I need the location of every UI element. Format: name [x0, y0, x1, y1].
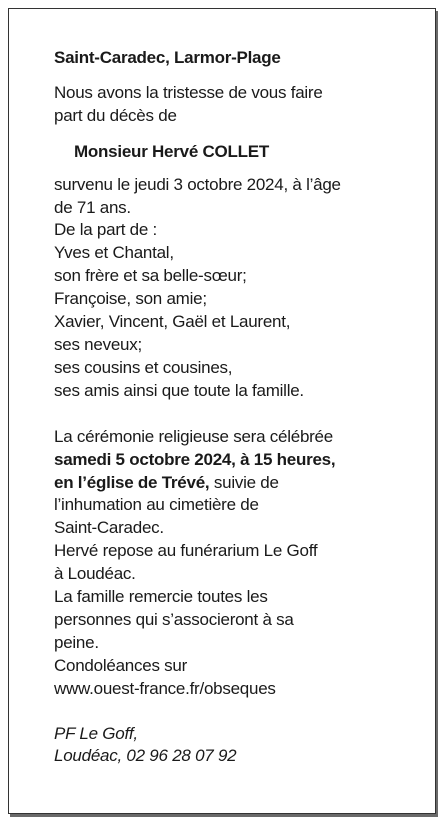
ceremony-line: à Loudéac. — [54, 564, 136, 584]
ceremony-place-line — [54, 472, 426, 495]
body-line: Yves et Chantal, — [54, 243, 174, 263]
condolences-url: www.ouest-france.fr/obseques — [54, 678, 276, 698]
body-line: ses cousins et cousines, — [54, 357, 233, 377]
signature-line: Loudéac, 02 96 28 07 92 — [54, 746, 237, 766]
ceremony-date: samedi 5 octobre 2024, à 15 heures, — [54, 449, 336, 469]
ceremony-line: Condoléances sur — [54, 655, 188, 675]
signature-line: PF Le Goff, — [54, 723, 138, 743]
body-line: de 71 ans. — [54, 197, 131, 217]
ceremony-line: l’inhumation au cimetière de — [54, 495, 259, 515]
body-line: Françoise, son amie; — [54, 289, 207, 309]
paragraph-gap — [54, 403, 426, 426]
notice-heading: Saint-Caradec, Larmor-Plage — [54, 48, 281, 67]
body-line: son frère et sa belle-sœur; — [54, 266, 247, 286]
ceremony-line: peine. — [54, 632, 99, 652]
ceremony-line: La cérémonie religieuse sera célébrée — [54, 426, 333, 446]
ceremony-place: en l’église de Trévé, — [54, 472, 210, 492]
ceremony-place-rest: suivie de — [209, 472, 279, 492]
ceremony-line: La famille remercie toutes les — [54, 587, 268, 607]
deceased-name: Monsieur Hervé COLLET — [74, 141, 270, 161]
ceremony-line: Hervé repose au funérarium Le Goff — [54, 541, 318, 561]
ceremony-line: Saint-Caradec. — [54, 518, 164, 538]
ceremony-line: personnes qui s’associeront à sa — [54, 609, 294, 629]
notice-content — [54, 47, 426, 768]
body-line: survenu le jeudi 3 octobre 2024, à l’âge — [54, 174, 341, 194]
obituary-notice — [8, 8, 436, 814]
intro-line: Nous avons la tristesse de vous faire — [54, 82, 323, 102]
paragraph-gap — [54, 701, 426, 723]
body-line: ses neveux; — [54, 334, 142, 354]
body-line: ses amis ainsi que toute la famille. — [54, 380, 304, 400]
body-line: De la part de : — [54, 220, 158, 240]
body-line: Xavier, Vincent, Gaël et Laurent, — [54, 312, 291, 332]
intro-line: part du décès de — [54, 105, 177, 125]
